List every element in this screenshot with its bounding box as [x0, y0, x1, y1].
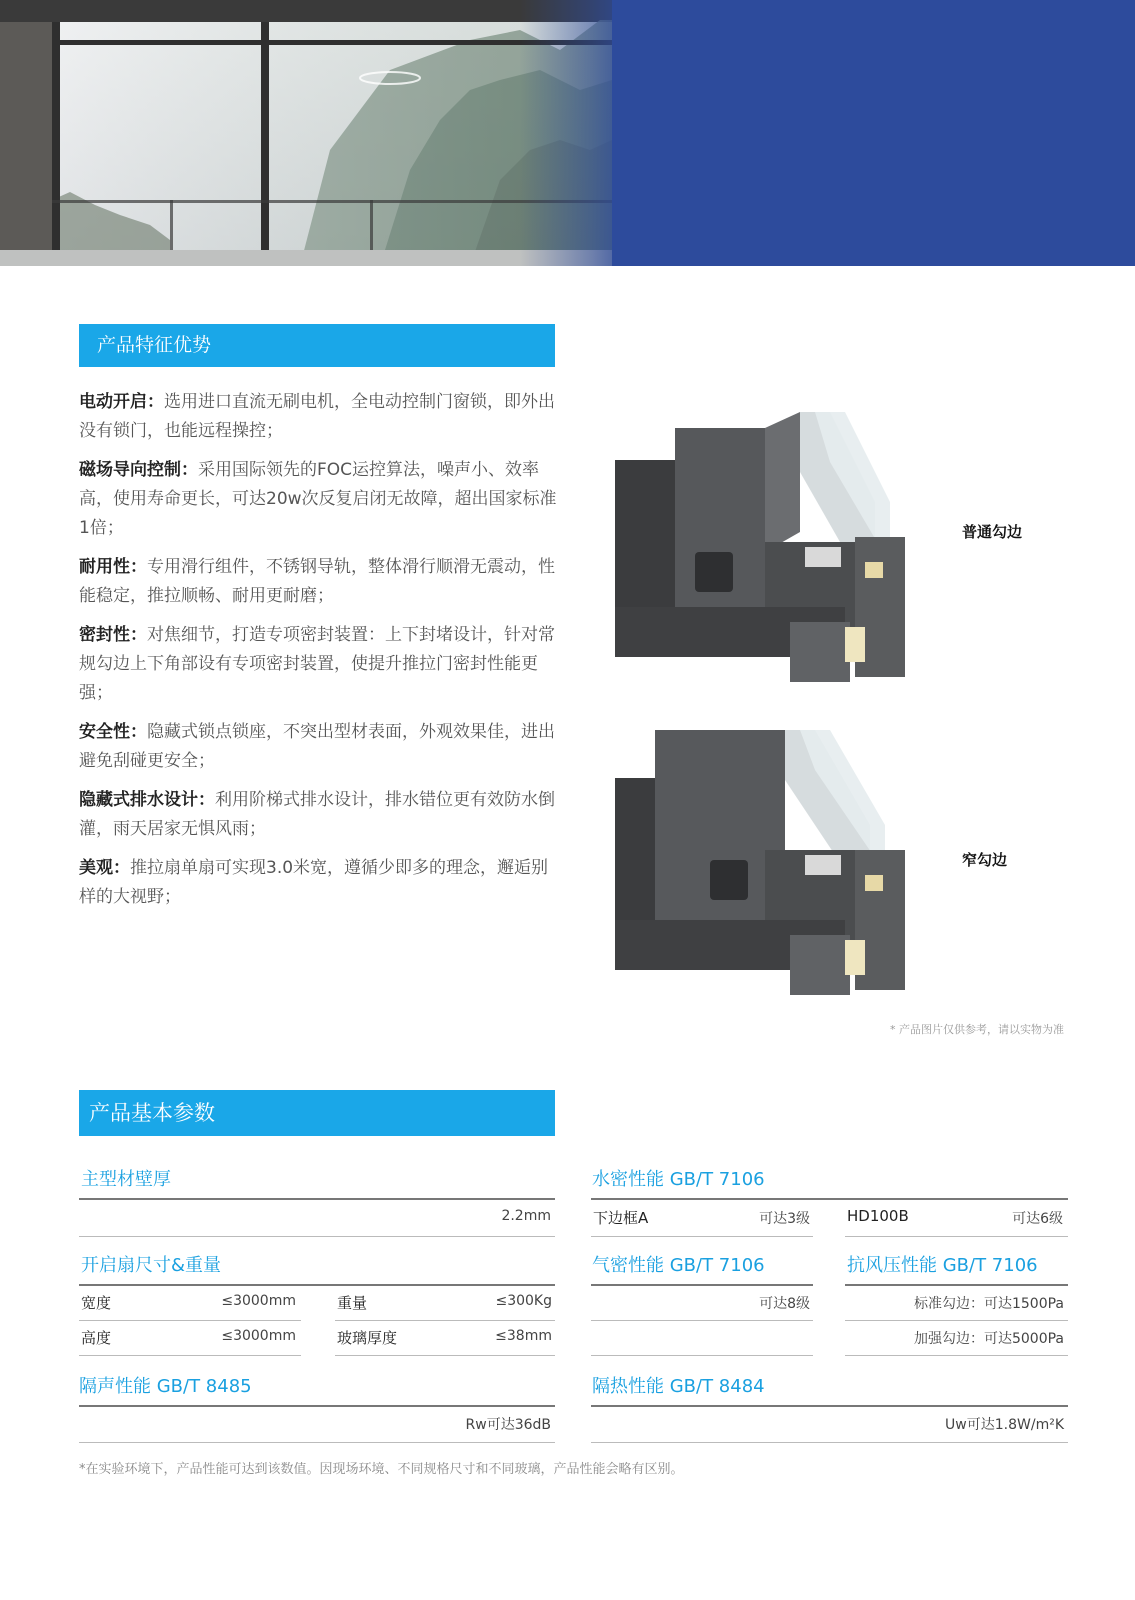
profile-image-standard	[615, 412, 935, 697]
sash-row-value: ≤38mm	[495, 1328, 552, 1344]
hero-banner	[0, 0, 1135, 266]
window-profile-drawing	[615, 412, 935, 697]
divider	[79, 1355, 301, 1356]
water-row-name: 下边框A	[593, 1209, 649, 1227]
features-section-title: 产品特征优势	[79, 324, 555, 367]
features-list	[79, 388, 559, 922]
sash-row-value: ≤300Kg	[495, 1293, 552, 1309]
divider	[591, 1236, 813, 1237]
feature-item: 安全性：隐藏式锁点锁座，不突出型材表面，外观效果佳，进出避免刮碰更安全；	[79, 722, 555, 771]
wind-pressure-value: 加强勾边：可达5000Pa	[913, 1331, 1064, 1347]
feature-item: 密封性：对焦细节，打造专项密封装置：上下封堵设计，针对常规勾边上下角部设有专项密封装置，使提升推拉门密封性能更强；	[79, 625, 555, 703]
window-profile-drawing	[615, 730, 935, 1020]
divider	[79, 1405, 555, 1407]
divider	[79, 1198, 555, 1200]
feature-item: 美观：推拉扇单扇可实现3.0米宽，遵循少即多的理念，邂逅别样的大视野；	[79, 858, 549, 907]
divider	[335, 1355, 555, 1356]
footnote: *在实验环境下，产品性能可达到该数值。因现场环境、不同规格尺寸和不同玻璃，产品性能会略有区别。	[79, 1462, 684, 1477]
heat-insulation-value: Uw可达1.8W/m²K	[945, 1417, 1064, 1433]
sash-row-name: 重量	[337, 1294, 368, 1312]
sash-row-name: 高度	[81, 1329, 112, 1347]
divider	[845, 1236, 1068, 1237]
feature-item: 隐藏式排水设计：利用阶梯式排水设计，排水错位更有效防水倒灌，雨天居家无惧风雨；	[79, 790, 555, 839]
sash-row-value: ≤3000mm	[221, 1293, 296, 1309]
divider	[591, 1442, 1068, 1443]
sash-row-name: 宽度	[81, 1294, 112, 1312]
water-row-value: 可达3级	[759, 1211, 810, 1227]
divider	[335, 1320, 555, 1321]
water-row-name: HD100B	[847, 1207, 909, 1225]
hero-blue-panel	[612, 0, 1135, 266]
params-section-title: 产品基本参数	[79, 1090, 555, 1136]
divider	[79, 1442, 555, 1443]
divider	[845, 1355, 1068, 1356]
divider	[79, 1284, 555, 1286]
wall-thickness-value: 2.2mm	[501, 1208, 551, 1224]
divider	[591, 1198, 1068, 1200]
divider	[845, 1284, 1068, 1286]
divider	[591, 1284, 813, 1286]
air-tightness-value: 可达8级	[759, 1296, 810, 1312]
sash-row-value: ≤3000mm	[221, 1328, 296, 1344]
sash-row-name: 玻璃厚度	[337, 1329, 398, 1347]
wind-pressure-title: 抗风压性能 GB/T 7106	[847, 1255, 1038, 1276]
wind-pressure-value: 标准勾边：可达1500Pa	[913, 1296, 1064, 1312]
divider	[79, 1320, 301, 1321]
divider	[591, 1320, 813, 1321]
profile-label-narrow: 窄勾边	[962, 851, 1008, 869]
divider	[845, 1320, 1068, 1321]
divider	[79, 1236, 555, 1237]
feature-item: 磁场导向控制：采用国际领先的FOC运控算法，噪声小、效率高，使用寿命更长，可达20w次反复启闭无故障，超出国家标准1倍；	[79, 460, 557, 538]
profile-image-narrow	[615, 730, 935, 1020]
water-row-value: 可达6级	[1012, 1211, 1063, 1227]
image-disclaimer: * 产品图片仅供参考，请以实物为准	[890, 1023, 1064, 1036]
feature-item: 耐用性：专用滑行组件，不锈钢导轨，整体滑行顺滑无震动，性能稳定，推拉顺畅、耐用更耐磨；	[79, 557, 555, 606]
sound-insulation-title: 隔声性能 GB/T 8485	[79, 1376, 252, 1397]
air-tightness-title: 气密性能 GB/T 7106	[592, 1255, 765, 1276]
water-tightness-title: 水密性能 GB/T 7106	[592, 1169, 765, 1190]
sound-insulation-value: Rw可达36dB	[465, 1417, 551, 1433]
wall-thickness-title: 主型材壁厚	[81, 1169, 171, 1190]
feature-item: 电动开启：选用进口直流无刷电机，全电动控制门窗锁，即外出没有锁门，也能远程操控；	[79, 392, 555, 441]
sash-title: 开启扇尺寸&重量	[81, 1255, 222, 1276]
hero-fade	[520, 0, 640, 266]
heat-insulation-title: 隔热性能 GB/T 8484	[592, 1376, 765, 1397]
divider	[591, 1405, 1068, 1407]
profile-label-standard: 普通勾边	[962, 523, 1023, 541]
divider	[591, 1355, 813, 1356]
